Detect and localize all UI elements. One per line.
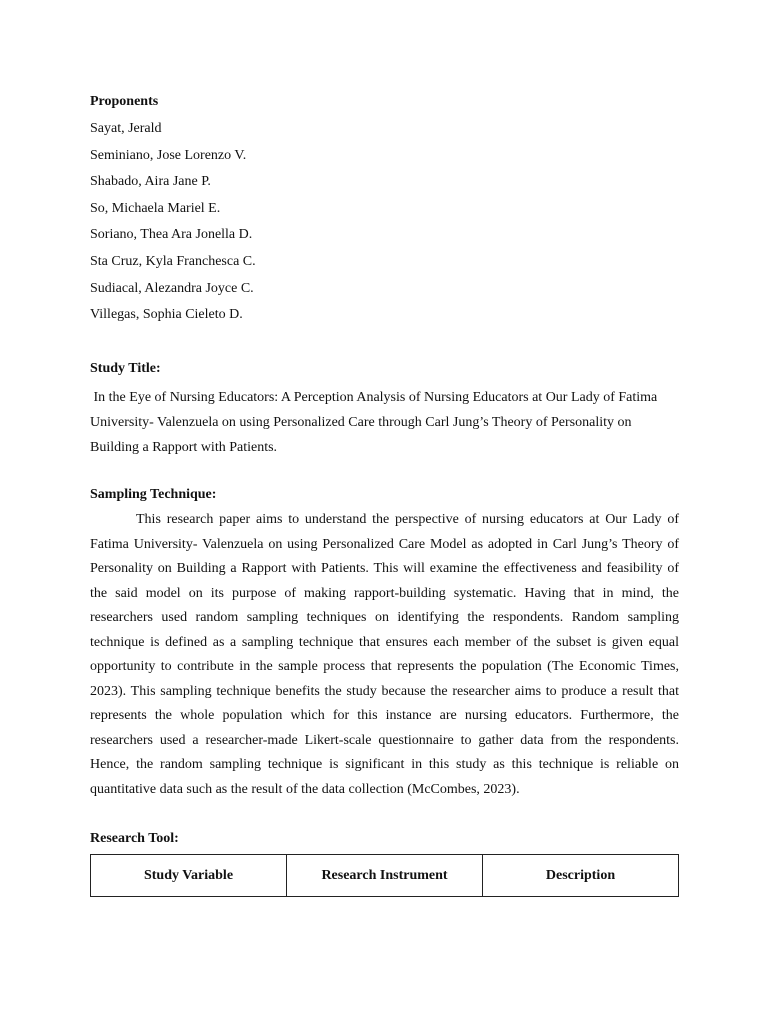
- proponent-name: Sta Cruz, Kyla Franchesca C.: [90, 253, 256, 269]
- column-header-description: Description: [483, 855, 679, 897]
- proponent-name: So, Michaela Mariel E.: [90, 200, 221, 216]
- study-title-text: In the Eye of Nursing Educators: A Perception Analysis of Nursing Educators at Our Lady of Fatima University- Valenzuela on using Personalized Care through Carl Jung’s Theory of Personality on Building a Rapport with Patients.: [90, 390, 661, 456]
- study-title-heading: Study Title:: [90, 361, 161, 376]
- proponents-heading: Proponents: [90, 94, 159, 109]
- table-header-row: [91, 855, 679, 897]
- proponent-name: Sudiacal, Alezandra Joyce C.: [90, 280, 254, 296]
- column-header-research-instrument: Research Instrument: [287, 855, 483, 897]
- proponent-name: Shabado, Aira Jane P.: [90, 174, 211, 190]
- column-header-study-variable: Study Variable: [91, 855, 287, 897]
- proponent-name: Seminiano, Jose Lorenzo V.: [90, 147, 247, 163]
- sampling-technique-paragraph: This research paper aims to understand the perspective of nursing educators at Our Lady of Fatima University- Valenzuela on using Personalized Care Model as adopted in Carl Jung’s Theory of Personality on Building a Rapport with Patients. This will examine the effectiveness and feasibility of the said model on its purpose of making rapport-building systematic. Having that in mind, the researchers used random sampling techniques on identifying the respondents. Random sampling technique is defined as a sampling technique that ensures each member of the subset is given equal opportunity to contribute in the sample process that represents the population (The Economic Times, 2023). This sampling technique benefits the study because the researcher aims to produce a result that represents the whole population which for this instance are nursing educators. Furthermore, the researchers used a researcher-made Likert-scale questionnaire to gather data from the respondents. Hence, the random sampling technique is significant in this study as this technique is reliable on quantitative data such as the result of the data collection (McCombes, 2023).: [90, 512, 679, 797]
- proponent-name: Villegas, Sophia Cieleto D.: [90, 307, 243, 323]
- proponent-name: Soriano, Thea Ara Jonella D.: [90, 227, 253, 243]
- proponent-name: Sayat, Jerald: [90, 121, 162, 136]
- research-tool-table: [90, 854, 679, 897]
- proponents-list: [90, 116, 256, 329]
- sampling-technique-heading: Sampling Technique:: [90, 487, 217, 502]
- research-tool-heading: Research Tool:: [90, 831, 179, 846]
